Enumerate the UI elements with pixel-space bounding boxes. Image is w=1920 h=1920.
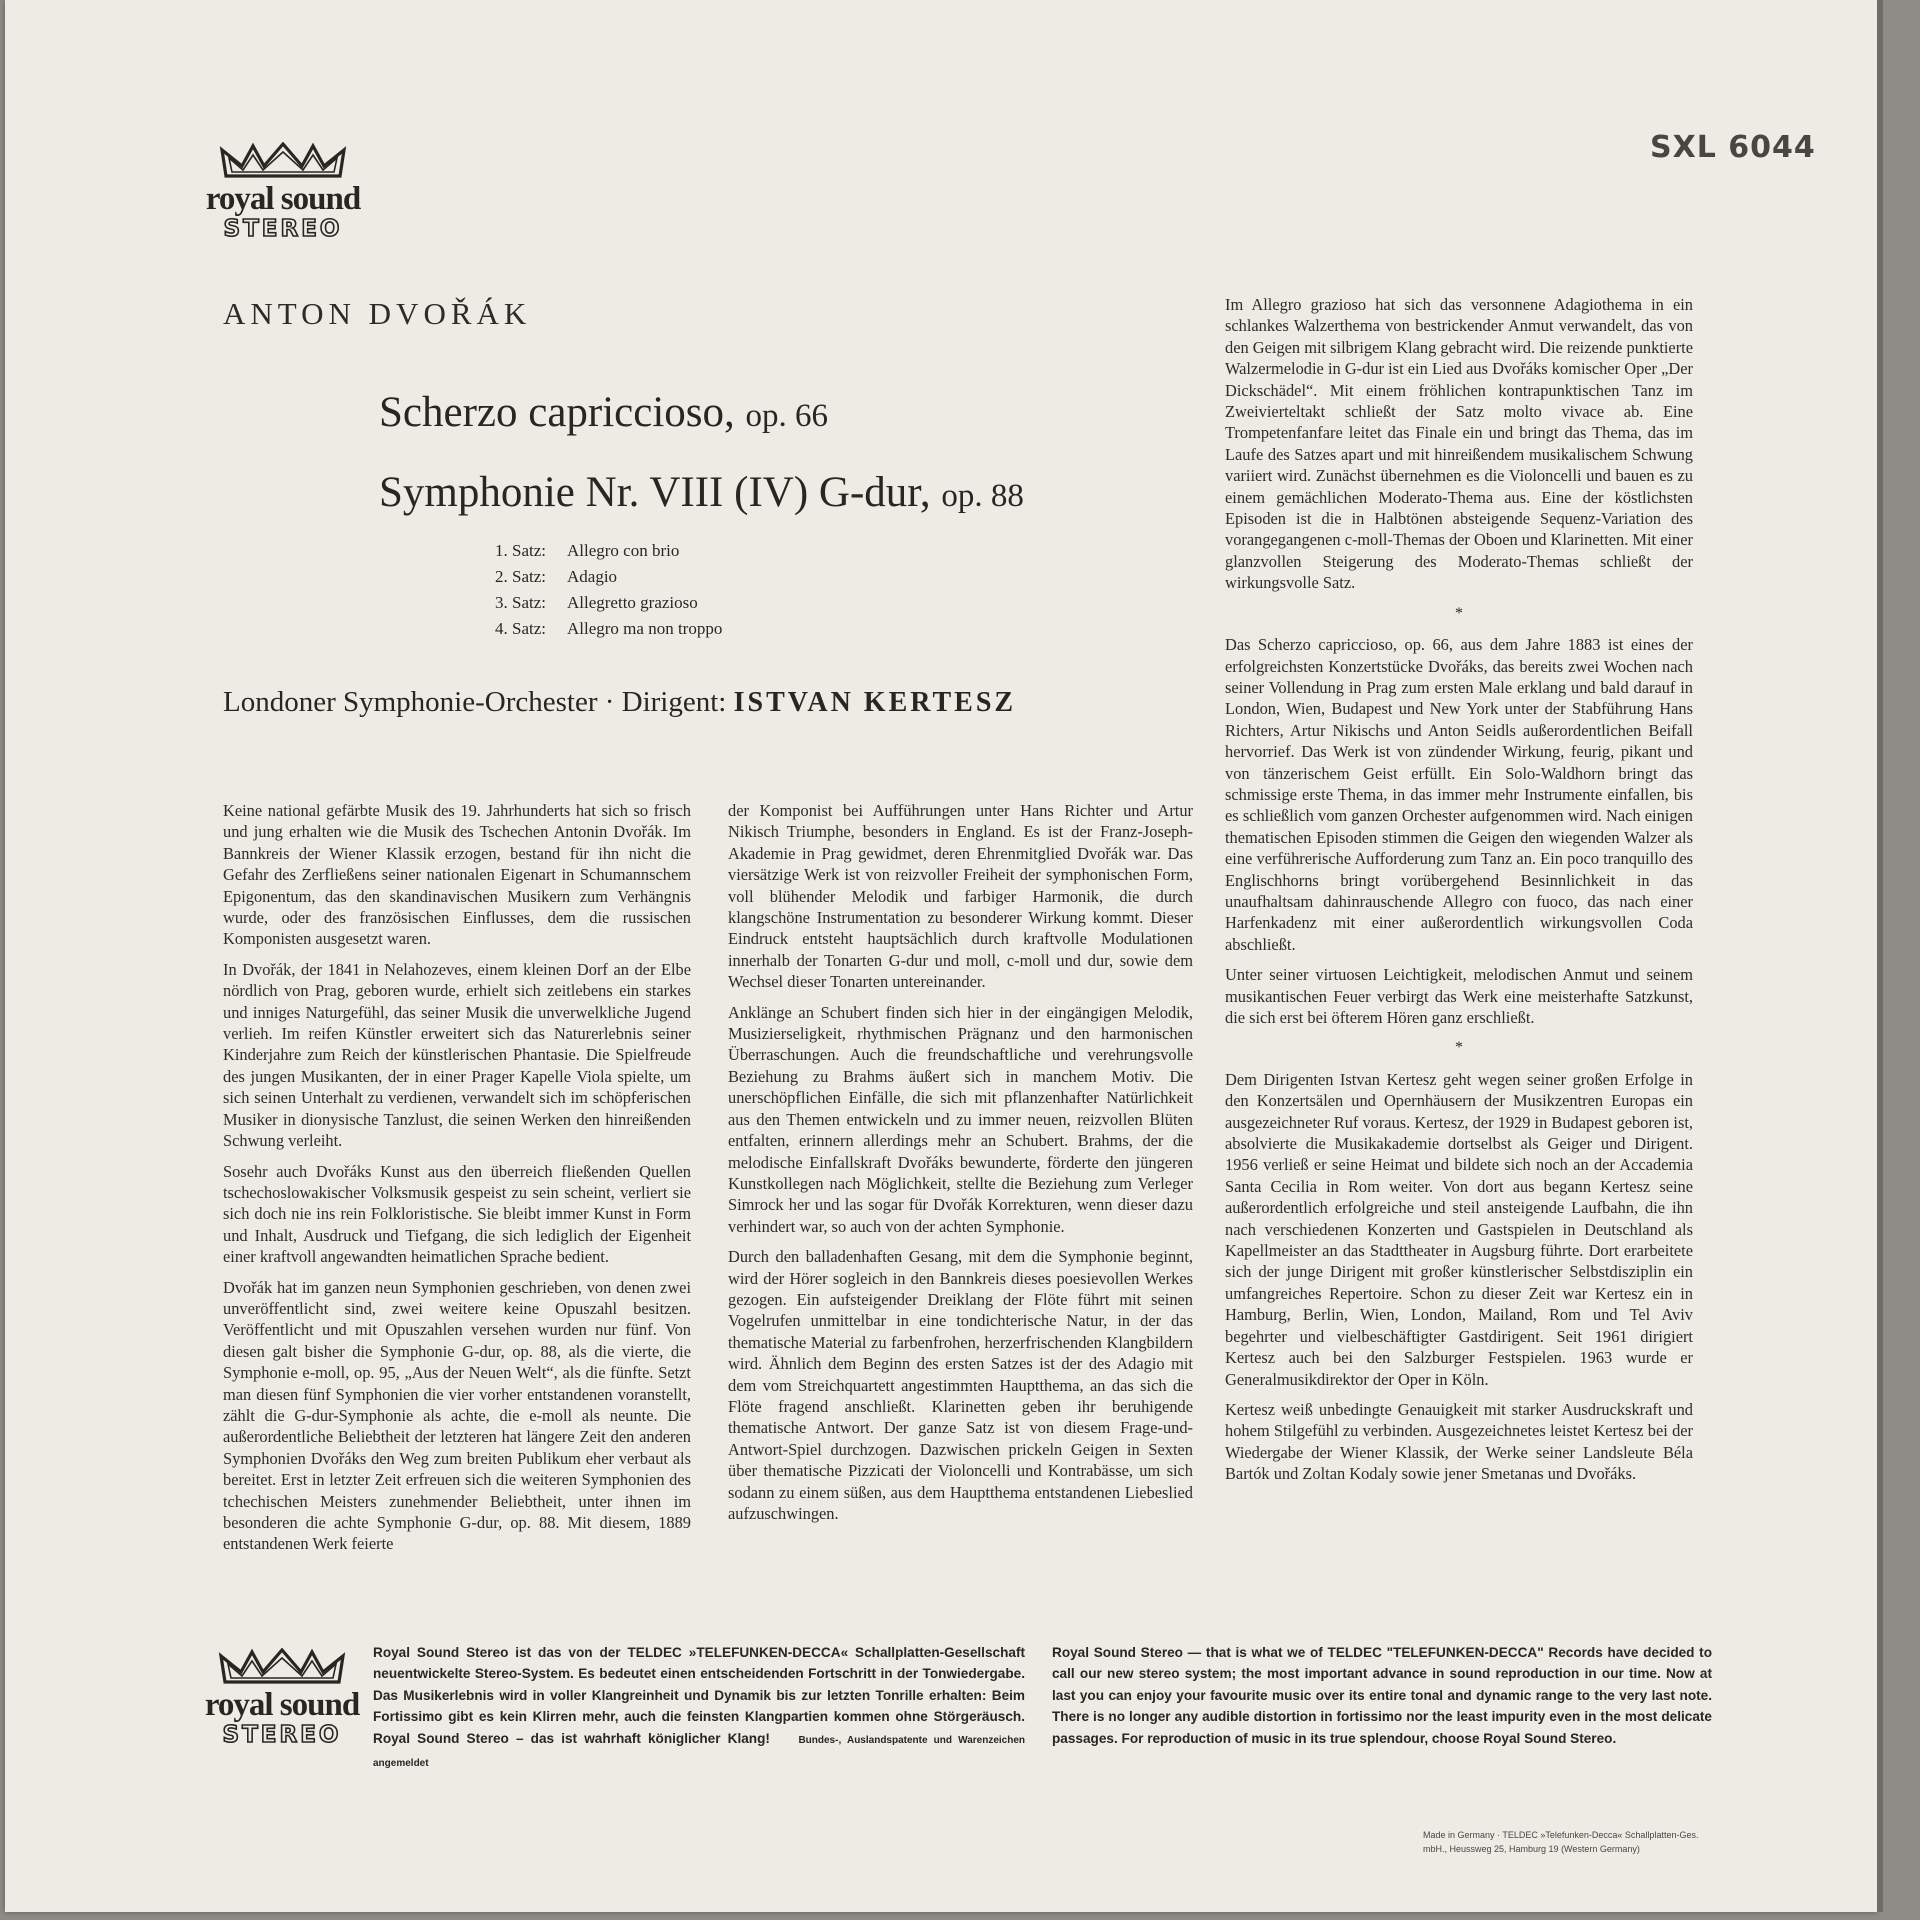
movement-label: 1. Satz: (495, 541, 546, 560)
paragraph: Anklänge an Schubert finden sich hier in der eingängigen Melodik, Musizierseligkeit, rhythmischen Prägnanz und den harmonischen Überraschungen. Auch die freundschaftliche und verehrungsvolle Beziehung zu Brahms äußert sich in manchem Motiv. Die unerschöpflichen Einfälle, die sich mit pflanzenhafter Natürlichkeit aus den Themen entwickeln und zu immer neuen, reizvollen Blüten entfalten, erinnern allerdings mehr an Schubert. Brahms, der die melodische Einfallskraft Dvořáks bewunderte, förderte den jüngeren Kunstkollegen nach Möglichkeit, stellte die Beziehung zum Verleger Simrock her und las sogar für Dvořák Korrekturen, wenn dieser dazu verhindert war, so auch von der achten Symphonie. (728, 1002, 1193, 1236)
conductor-name: ISTVAN KERTESZ (733, 687, 1017, 718)
movement-tempo: Allegro ma non troppo (567, 619, 723, 638)
movement-row (495, 590, 722, 616)
paragraph: Im Allegro grazioso hat sich das versonnene Adagiothema in ein schlankes Walzerthema von bestrickender Anmut verwandelt, das von den Geigen mit silbrigem Klang gebracht wird. Die reizende punktierte Walzermelodie in G-dur ist ein Lied aus Dvořáks komischer Oper „Der Dickschädel“. Mit einem fröhlichen kontrapunktischen Tanz im Zweivierteltakt schließt der Satz molto vivace ab. Eine Trompetenfanfare leitet das Finale ein und bringt das Thema, das im Laufe des Satzes apart und mit hinreißendem musikalischem Schwung variiert wird. Zunächst übernehmen es die Violoncelli und bauen es zu einem gemächlichen Moderato-Thema aus. Eine der köstlichsten Episoden ist die in Halbtönen absteigende Sequenz-Variation des vorangegangenen c-moll-Themas der Oboen und Klarinetten. Mit einer glanzvollen Steigerung des Moderato-Themas schließt der wirkungsvolle Satz. (1225, 295, 1693, 593)
paragraph: Dem Dirigenten Istvan Kertesz geht wegen seiner großen Erfolge in den Konzertsälen und Opernhäusern der Musikzentren Europas ein ausgezeichneter Ruf voraus. Kertesz, der 1929 in Budapest geboren ist, absolvierte die Musikakademie dortselbst als Geiger und Dirigent. 1956 verließ er seine Heimat und bildete sich noch an der Accademia Santa Cecilia in Rom weiter. Von dort aus begann Kertesz seine außerordentlich erfolgreiche und steil ansteigende Laufbahn, die ihn nach verschiedenen Konzerten und Gastspielen in Deutschland als Kapellmeister an das Stadttheater in Augsburg führte. Dort erarbeitete sich der junge Dirigent mit großer künstlerischer Selbstdisziplin ein umfangreiches Repertoire. Schon zu dieser Zeit war Kertesz ein in Hamburg, Berlin, Wien, London, Mailand, Rom und Tel Aviv begehrter und vielbeschäftigter Gastdirigent. Seit 1961 dirigiert Kertesz auch bei den Salzburger Festspielen. 1963 wurde er Generalmusikdirektor der Oper in Köln. (1225, 1069, 1693, 1389)
work-title-1-opus: op. 66 (745, 398, 829, 434)
record-back-cover (5, 0, 1877, 1912)
logo-wordmark: royal sound (204, 1687, 360, 1723)
footer-english-text: Royal Sound Stereo — that is what we of TELDEC "TELEFUNKEN-DECCA" Records have decided to call our new stereo system; the most important advance in sound reproduction in our time. Now at last you can enjoy your favourite music over its entire tonal and dynamic range to the very last note. There is no longer any audible distortion in fortissimo nor the least impurity even in the most delicate passages. For reproduction of music in its true splendour, choose Royal Sound Stereo. (1052, 1645, 1712, 1746)
paragraph: Sosehr auch Dvořáks Kunst aus den überreich fließenden Quellen tschechoslowakischer Volksmusik gespeist zu sein scheint, verliert sie sich doch nie ins rein Folkloristische. Sie bleibt immer Kunst in Form und Inhalt, Ausdruck und Tiefgang, die sich lediglich der Eigenheit einer kraftvoll angewandten heimatlichen Sprache bedient. (223, 1161, 691, 1267)
logo-stereo: STEREO (223, 216, 343, 242)
paragraph: Unter seiner virtuosen Leichtigkeit, melodischen Anmut und seinem musikantischen Feuer verbirgt das Werk eine meisterhafte Satzkunst, die sich erst bei öfterem Hören ganz erschließt. (1225, 965, 1693, 1027)
movement-tempo: Allegro con brio (567, 541, 680, 560)
movement-list (495, 538, 722, 642)
royal-sound-logo-top (203, 142, 363, 242)
section-separator: * (1455, 1039, 1463, 1057)
composer-name: ANTON DVOŘÁK (223, 296, 532, 331)
paragraph: Kertesz weiß unbedingte Genauigkeit mit starker Ausdruckskraft und hohem Stilgefühl zu verbinden. Ausgezeichnetes leistet Kertesz bei der Wiedergabe der Wiener Klassik, der Werke seiner Landsleute Béla Bartók und Zoltan Kodaly sowie jener Smetanas und Dvořáks. (1225, 1399, 1693, 1484)
movement-label: 3. Satz: (495, 593, 546, 612)
footer-german-text (373, 1642, 1025, 1774)
movement-tempo: Allegretto grazioso (567, 593, 698, 612)
paragraph: In Dvořák, der 1841 in Nelahozeves, einem kleinen Dorf an der Elbe nördlich von Prag, geboren wurde, erhielt sich zeitlebens ein starkes und inniges Naturgefühl, das seiner Musik die unverwelkliche Jugend verlieh. Im reifen Künstler erweitert sich das Naturerlebnis seiner Kinderjahre zum Reich der künstlerischen Phantasie. Die Spielfreude des jungen Musikanten, der in einer Prager Kapelle Viola spielte, um sich seinen Unterhalt zu verdienen, verwandelt sich im schöpferischen Musiker in dionysische Tanzlust, die seinen Werken den hinreißenden Schwung verleiht. (223, 959, 691, 1151)
paragraph: Keine national gefärbte Musik des 19. Jahrhunderts hat sich so frisch und jung erhalten wie die Musik des Tschechen Antonin Dvořák. Im Bannkreis der Wiener Klassik erzogen, bestand für ihn nicht die Gefahr des Zerfließens seiner nationalen Eigenart in Schumannschem Epigonentum, das den skandinavischen Musikern zum Verhängnis wurde, oder des französischen Einflusses, dem die russischen Komponisten ausgesetzt waren. (223, 801, 691, 949)
movement-label: 2. Satz: (495, 567, 546, 586)
crown-icon (217, 1648, 347, 1688)
performers-line (223, 686, 1016, 719)
footer-german-body: Royal Sound Stereo ist das von der TELDEC »TELEFUNKEN-DECCA« Schallplatten-Gesellschaft neuentwickelte Stereo-System. Es bedeutet einen entscheidenden Fortschritt in der Tonwiedergabe. Das Musikerlebnis wird in voller Klangreinheit und Dynamik bis zur letzten Tonrille erhalten: Beim Fortissimo gibt es kein Klirren mehr, auch die feinsten Klangpartien kommen ohne Störgeräusch. Royal Sound Stereo – das ist wahrhaft königlicher Klang! (373, 1645, 1025, 1746)
liner-notes-column-1 (223, 800, 691, 1564)
movement-row (495, 564, 722, 590)
logo-wordmark: royal sound (205, 181, 361, 217)
paragraph: Dvořák hat im ganzen neun Symphonien geschrieben, von denen zwei unveröffentlicht sind, zwei weitere keine Opuszahl besitzen. Veröffentlicht und mit Opuszahlen versehen wurden nur fünf. Von diesen galt bisher die Symphonie G-dur, op. 88, als die vierte, die Symphonie e-moll, op. 95, „Aus der Neuen Welt“, als die fünfte. Setzt man diesen fünf Symphonien die vier vorher entstandenen voranstellt, zählt die G-dur-Symphonie als achte, die e-moll als neunte. Die außerordentliche Beliebtheit der letzteren hat längere Zeit den anderen Symphonien Dvořáks den Weg zum breiten Publikum eher verbaut als bereitet. Erst in letzter Zeit erfreuen sich die weiteren Symphonien des tchechischen Meisters zunehmender Beliebtheit, unter ihnen im besonderen die achte Symphonie G-dur, op. 88. Mit diesem, 1889 entstandenen Werk feierte (223, 1277, 691, 1554)
catalog-number: SXL 6044 (1650, 130, 1816, 165)
movement-row (495, 616, 722, 642)
logo-stereo: STEREO (222, 1722, 342, 1748)
liner-notes-column-2 (728, 800, 1193, 1533)
work-title-1-name: Scherzo capriccioso, (379, 389, 735, 436)
movement-tempo: Adagio (567, 567, 618, 586)
crown-icon (218, 142, 348, 182)
paragraph: Das Scherzo capriccioso, op. 66, aus dem Jahre 1883 ist eines der erfolgreichsten Konzertstücke Dvořáks, das bereits zwei Wochen nach seiner Vollendung in Prag zum ersten Male erklang und bald darauf in London, Wien, Budapest und New York unter der Stabführung Hans Richters, Artur Nikischs und Anton Seidls außerordentlichen Beifall hervorrief. Das Werk ist von zündender Wirkung, feurig, pikant und von tänzerischem Geist erfüllt. Ein Solo-Waldhorn bringt das schmissige erste Thema, in das immer mehr Instrumente einfallen, bis es schließlich vom ganzen Orchester aufgenommen wird. Nach einigen thematischen Episoden stimmen die Geigen den wiegenden Walzer als eine verführerische Aufforderung zum Tanz an. Ein poco tranquillo des Englischhorns bringt vorübergehend Besinnlichkeit in das unaufhaltsam dahinrauschende Allegro con fuoco, das nach einer Harfenkadenz mit einer außerordentlich wirkungsvollen Coda abschließt. (1225, 635, 1693, 954)
paragraph: Durch den balladenhaften Gesang, mit dem die Symphonie beginnt, wird der Hörer sogleich in den Bannkreis dieses poesievollen Werkes gezogen. Ein aufsteigender Dreiklang der Flöte führt mit seinen Vogelrufen unmittelbar in eine tondichterische Natur, in der das thematische Material zu farbenfrohen, herzerfrischenden Klangbildern wird. Ähnlich dem Beginn des ersten Satzes ist der des Adagio mit dem vom Streichquartett angestimmten Hauptthema, an das sich die Flöte fragend anschließt. Klarinetten geben ihr beruhigende thematische Antwort. Der ganze Satz ist von diesem Frage-und-Antwort-Spiel durchzogen. Dazwischen prickeln Geigen in Sexten über thematische Pizzicati der Violoncelli und Kontrabässe, um sich sodann zu einem süßen, aus dem Hauptthema entstandenen Liebeslied aufzuschwingen. (728, 1247, 1193, 1523)
imprint-text: Made in Germany · TELDEC »Telefunken-Decca« Schallplatten-Ges. mbH., Heussweg 25, Hamburg 19 (Western Germany) (1423, 1830, 1699, 1854)
movement-row (495, 538, 722, 564)
work-title-2 (379, 468, 1024, 517)
paragraph: der Komponist bei Aufführungen unter Hans Richter und Artur Nikisch Triumphe, besonders in England. Es ist der Franz-Joseph-Akademie in Prag gewidmet, deren Ehrenmitglied Dvořák war. Das viersätzige Werk ist von reizvoller Freiheit der symphonischen Form, voll blühender Melodik und farbiger Harmonik, die durch klangschöne Instrumentation zu besonderer Wirkung kommt. Dieser Eindruck entsteht hauptsächlich durch kraftvolle Modulationen innerhalb der Tonarten G-dur und moll, c-moll und dur, sowie dem Wechsel dieser Tonarten untereinander. (728, 801, 1193, 992)
movement-label: 4. Satz: (495, 619, 546, 638)
work-title-1 (379, 388, 828, 437)
work-title-2-name: Symphonie Nr. VIII (IV) G-dur, (379, 469, 931, 516)
liner-notes-column-3 (1225, 294, 1693, 1494)
section-separator: * (1455, 604, 1463, 622)
orchestra-name: Londoner Symphonie-Orchester · Dirigent: (223, 686, 727, 718)
patent-note: Bundes-, Auslandspatente und Warenzeichen angemeldet (373, 1734, 1025, 1770)
royal-sound-logo-bottom (202, 1648, 362, 1748)
work-title-2-opus: op. 88 (941, 478, 1024, 514)
